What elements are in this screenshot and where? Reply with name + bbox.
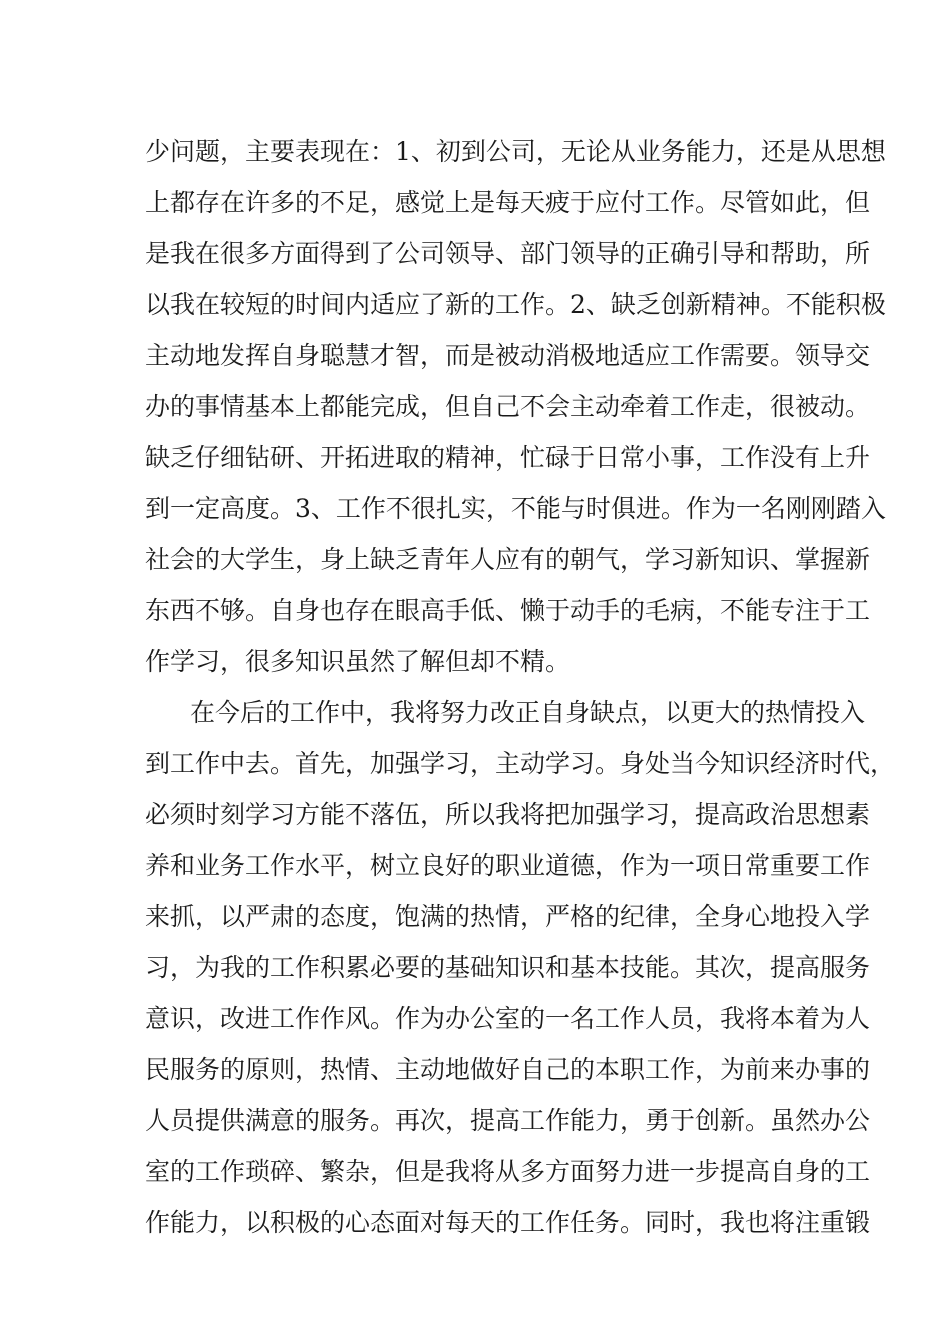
text-line: 意识，改进工作作风。作为办公室的一名工作人员，我将本着为人	[145, 1004, 871, 1033]
text-line: 少问题，主要表现在：1、初到公司，无论从业务能力，还是从思想	[145, 137, 886, 166]
text-line: 是我在很多方面得到了公司领导、部门领导的正确引导和帮助，所	[145, 239, 871, 268]
text-line: 到一定高度。3、工作不很扎实，不能与时俱进。作为一名刚刚踏入	[145, 494, 886, 523]
text-line: 作能力，以积极的心态面对每天的工作任务。同时，我也将注重锻	[145, 1208, 871, 1237]
text-line: 社会的大学生，身上缺乏青年人应有的朝气，学习新知识、掌握新	[145, 545, 871, 574]
text-line: 以我在较短的时间内适应了新的工作。2、缺乏创新精神。不能积极	[145, 290, 886, 319]
text-line: 习，为我的工作积累必要的基础知识和基本技能。其次，提高服务	[145, 953, 871, 982]
text-line: 主动地发挥自身聪慧才智，而是被动消极地适应工作需要。领导交	[145, 341, 871, 370]
text-line: 东西不够。自身也存在眼高手低、懒于动手的毛病，不能专注于工	[145, 596, 871, 625]
text-line: 上都存在许多的不足，感觉上是每天疲于应付工作。尽管如此，但	[145, 188, 871, 217]
text-line: 养和业务工作水平，树立良好的职业道德，作为一项日常重要工作	[145, 851, 871, 880]
text-line: 来抓，以严肃的态度，饱满的热情，严格的纪律，全身心地投入学	[145, 902, 871, 931]
text-line: 缺乏仔细钻研、开拓进取的精神，忙碌于日常小事，工作没有上升	[145, 443, 871, 472]
text-line: 办的事情基本上都能完成，但自己不会主动牵着工作走，很被动。	[145, 392, 871, 421]
text-line: 到工作中去。首先，加强学习，主动学习。身处当今知识经济时代，	[145, 749, 896, 778]
text-line: 作学习，很多知识虽然了解但却不精。	[145, 647, 571, 676]
text-line: 在今后的工作中，我将努力改正自身缺点，以更大的热情投入	[190, 698, 866, 727]
text-line: 人员提供满意的服务。再次，提高工作能力，勇于创新。虽然办公	[145, 1106, 871, 1135]
text-line: 室的工作琐碎、繁杂，但是我将从多方面努力进一步提高自身的工	[145, 1157, 871, 1186]
text-line: 民服务的原则，热情、主动地做好自己的本职工作，为前来办事的	[145, 1055, 871, 1084]
text-line: 必须时刻学习方能不落伍，所以我将把加强学习，提高政治思想素	[145, 800, 871, 829]
